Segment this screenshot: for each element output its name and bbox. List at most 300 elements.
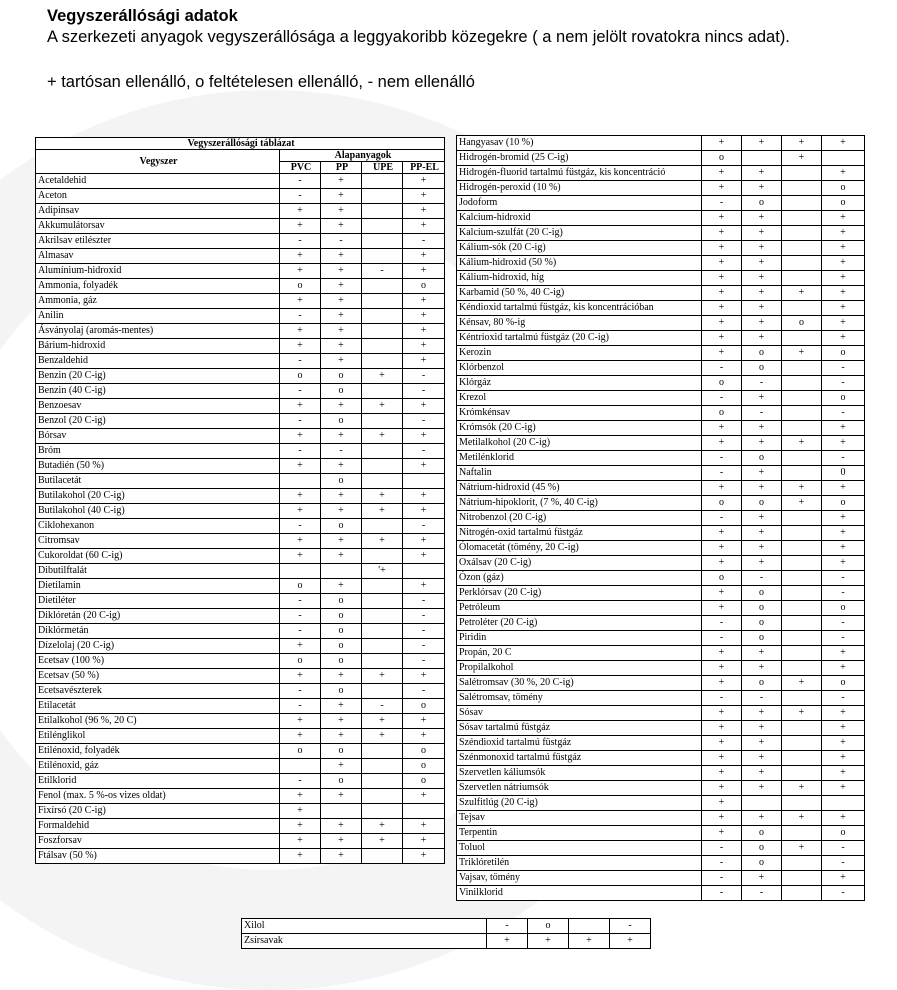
resistance-cell: +: [702, 811, 742, 826]
resistance-cell: +: [782, 346, 822, 361]
resistance-cell: [362, 579, 403, 594]
chemical-name-cell: Fixírsó (20 C-ig): [36, 804, 280, 819]
resistance-cell: +: [822, 556, 865, 571]
resistance-cell: o: [822, 391, 865, 406]
resistance-cell: +: [403, 489, 445, 504]
resistance-cell: +: [280, 339, 321, 354]
resistance-cell: +: [702, 601, 742, 616]
resistance-cell: -: [702, 841, 742, 856]
resistance-cell: +: [742, 526, 782, 541]
resistance-cell: -: [742, 886, 782, 901]
resistance-cell: +: [403, 834, 445, 849]
resistance-cell: +: [822, 421, 865, 436]
resistance-cell: +: [362, 399, 403, 414]
resistance-cell: o: [321, 474, 362, 489]
resistance-cell: o: [742, 616, 782, 631]
resistance-cell: +: [742, 436, 782, 451]
table-row: [457, 751, 865, 766]
resistance-cell: [782, 586, 822, 601]
resistance-cell: +: [822, 256, 865, 271]
resistance-cell: -: [742, 691, 782, 706]
resistance-cell: +: [702, 676, 742, 691]
resistance-cell: +: [742, 226, 782, 241]
resistance-cell: -: [280, 609, 321, 624]
resistance-cell: [362, 624, 403, 639]
table-row: [36, 789, 445, 804]
chemical-name-cell: Ózon (gáz): [457, 571, 702, 586]
resistance-cell: +: [742, 766, 782, 781]
resistance-cell: o: [702, 406, 742, 421]
chemical-name-cell: Propán, 20 C: [457, 646, 702, 661]
table-row: [457, 586, 865, 601]
chemical-name-cell: Vajsav, tömény: [457, 871, 702, 886]
resistance-cell: +: [403, 669, 445, 684]
table-row: [36, 834, 445, 849]
table-row: [457, 166, 865, 181]
resistance-cell: -: [280, 174, 321, 189]
resistance-cell: o: [280, 654, 321, 669]
resistance-cell: -: [403, 624, 445, 639]
resistance-cell: o: [403, 699, 445, 714]
resistance-cell: +: [280, 819, 321, 834]
resistance-cell: o: [321, 414, 362, 429]
resistance-cell: +: [702, 706, 742, 721]
resistance-cell: +: [362, 534, 403, 549]
chemical-name-cell: Dietiléter: [36, 594, 280, 609]
table-row: [457, 736, 865, 751]
table-row: [457, 706, 865, 721]
chemical-name-cell: Szervetlen nátriumsók: [457, 781, 702, 796]
resistance-cell: [782, 691, 822, 706]
resistance-cell: +: [403, 399, 445, 414]
resistance-cell: +: [321, 729, 362, 744]
table-row: [457, 301, 865, 316]
resistance-cell: +: [742, 871, 782, 886]
resistance-cell: +: [280, 264, 321, 279]
chemical-name-cell: Kéntrioxid tartalmú füstgáz (20 C-ig): [457, 331, 702, 346]
chemical-name-cell: Alumínium-hidroxid: [36, 264, 280, 279]
resistance-cell: +: [782, 811, 822, 826]
resistance-cell: o: [403, 759, 445, 774]
resistance-cell: -: [280, 699, 321, 714]
table-row: [457, 241, 865, 256]
table-row: [36, 294, 445, 309]
resistance-cell: -: [822, 376, 865, 391]
resistance-cell: +: [321, 279, 362, 294]
chemical-name-cell: Ftálsav (50 %): [36, 849, 280, 864]
resistance-cell: +: [403, 549, 445, 564]
resistance-cell: +: [528, 934, 569, 949]
resistance-cell: [362, 684, 403, 699]
resistance-cell: +: [742, 466, 782, 481]
resistance-cell: +: [742, 781, 782, 796]
table-row: [457, 841, 865, 856]
resistance-cell: -: [702, 631, 742, 646]
resistance-cell: o: [822, 496, 865, 511]
resistance-cell: +: [742, 751, 782, 766]
resistance-cell: +: [702, 526, 742, 541]
resistance-cell: [782, 541, 822, 556]
resistance-cell: -: [822, 856, 865, 871]
table-row: [36, 309, 445, 324]
resistance-cell: -: [822, 406, 865, 421]
resistance-cell: o: [742, 601, 782, 616]
resistance-cell: -: [742, 406, 782, 421]
chemical-resistance-table-left: [35, 137, 445, 864]
chemical-name-cell: Ecetsavészterek: [36, 684, 280, 699]
resistance-cell: +: [702, 751, 742, 766]
resistance-cell: +: [280, 789, 321, 804]
resistance-cell: +: [280, 534, 321, 549]
resistance-cell: +: [321, 174, 362, 189]
chemical-name-cell: Sósav: [457, 706, 702, 721]
resistance-cell: [362, 174, 403, 189]
resistance-cell: -: [321, 444, 362, 459]
resistance-cell: +: [403, 324, 445, 339]
table-row: [36, 339, 445, 354]
table-row: [36, 654, 445, 669]
resistance-cell: -: [403, 444, 445, 459]
resistance-cell: +: [403, 789, 445, 804]
resistance-cell: -: [403, 654, 445, 669]
chemical-name-cell: Aceton: [36, 189, 280, 204]
resistance-cell: +: [702, 721, 742, 736]
resistance-cell: -: [822, 691, 865, 706]
resistance-cell: +: [742, 736, 782, 751]
chemical-name-cell: Zsírsavak: [242, 934, 487, 949]
resistance-cell: +: [742, 211, 782, 226]
material-header-pp-el: PP-EL: [403, 162, 445, 174]
chemical-name-cell: Tejsav: [457, 811, 702, 826]
resistance-cell: o: [280, 579, 321, 594]
table-row: [36, 669, 445, 684]
table-row: [457, 346, 865, 361]
resistance-cell: +: [280, 639, 321, 654]
chemical-name-cell: Dibutilftalát: [36, 564, 280, 579]
table-row: [36, 174, 445, 189]
resistance-cell: +: [321, 699, 362, 714]
table-row: [36, 414, 445, 429]
table-row: [457, 196, 865, 211]
resistance-cell: o: [321, 594, 362, 609]
resistance-cell: -: [702, 691, 742, 706]
resistance-cell: -: [822, 571, 865, 586]
chemical-name-cell: Piridin: [457, 631, 702, 646]
resistance-cell: +: [321, 459, 362, 474]
resistance-cell: [782, 196, 822, 211]
resistance-cell: o: [403, 774, 445, 789]
table-row: [36, 369, 445, 384]
chemical-name-cell: Acetaldehid: [36, 174, 280, 189]
resistance-cell: o: [782, 316, 822, 331]
table-row: [457, 721, 865, 736]
resistance-cell: -: [403, 639, 445, 654]
right-table-body: [457, 136, 865, 901]
resistance-cell: +: [280, 729, 321, 744]
chemical-name-cell: Salétromsav, tömény: [457, 691, 702, 706]
resistance-cell: +: [822, 541, 865, 556]
resistance-cell: +: [362, 429, 403, 444]
chemical-name-cell: Fenol (max. 5 %-os vizes oldat): [36, 789, 280, 804]
table-row: [457, 436, 865, 451]
resistance-cell: +: [403, 714, 445, 729]
resistance-cell: +: [610, 934, 651, 949]
table-row: [457, 391, 865, 406]
resistance-cell: +: [822, 301, 865, 316]
chemical-name-cell: Klórgáz: [457, 376, 702, 391]
resistance-cell: o: [321, 519, 362, 534]
resistance-cell: [362, 774, 403, 789]
resistance-cell: +: [403, 294, 445, 309]
resistance-cell: +: [782, 481, 822, 496]
resistance-cell: -: [280, 189, 321, 204]
table-row: [36, 714, 445, 729]
chemical-name-cell: Nátrium-hidroxid (45 %): [457, 481, 702, 496]
resistance-cell: [362, 249, 403, 264]
resistance-cell: +: [403, 309, 445, 324]
table-row: [457, 496, 865, 511]
resistance-cell: +: [403, 579, 445, 594]
chemical-name-cell: Diklóretán (20 C-ig): [36, 609, 280, 624]
table-row: [36, 639, 445, 654]
resistance-cell: +: [822, 166, 865, 181]
resistance-cell: +: [321, 714, 362, 729]
resistance-cell: [782, 451, 822, 466]
chemical-name-cell: Bórsav: [36, 429, 280, 444]
resistance-cell: o: [822, 826, 865, 841]
chemical-resistance-table-bottom: [241, 918, 651, 949]
resistance-cell: -: [702, 466, 742, 481]
resistance-cell: o: [822, 196, 865, 211]
resistance-cell: +: [702, 781, 742, 796]
resistance-cell: [362, 609, 403, 624]
resistance-cell: +: [822, 721, 865, 736]
table-row: [36, 579, 445, 594]
resistance-cell: o: [742, 841, 782, 856]
resistance-cell: +: [742, 556, 782, 571]
resistance-cell: -: [822, 586, 865, 601]
resistance-cell: [362, 444, 403, 459]
resistance-cell: [362, 189, 403, 204]
material-header-pp: PP: [321, 162, 362, 174]
chemical-name-cell: Butadién (50 %): [36, 459, 280, 474]
resistance-cell: -: [280, 684, 321, 699]
table-row: [36, 324, 445, 339]
resistance-cell: [822, 151, 865, 166]
resistance-cell: +: [822, 811, 865, 826]
resistance-cell: +: [702, 286, 742, 301]
resistance-cell: -: [742, 376, 782, 391]
table-row: [36, 564, 445, 579]
table-row: [457, 631, 865, 646]
table-row: [457, 856, 865, 871]
chemical-name-cell: Kalcium-szulfát (20 C-ig): [457, 226, 702, 241]
table-row: [457, 511, 865, 526]
resistance-cell: [569, 919, 610, 934]
resistance-cell: [782, 226, 822, 241]
resistance-cell: o: [742, 631, 782, 646]
chemical-name-cell: Kalcium-hidroxid: [457, 211, 702, 226]
resistance-cell: +: [742, 271, 782, 286]
resistance-cell: o: [822, 346, 865, 361]
resistance-cell: [362, 474, 403, 489]
chemical-name-cell: Petroléter (20 C-ig): [457, 616, 702, 631]
resistance-cell: [362, 654, 403, 669]
table-row: [36, 849, 445, 864]
resistance-cell: -: [822, 841, 865, 856]
resistance-cell: [280, 564, 321, 579]
table-row: [36, 444, 445, 459]
table-row: [457, 406, 865, 421]
table-row: [36, 219, 445, 234]
resistance-cell: [362, 744, 403, 759]
chemical-name-cell: Petróleum: [457, 601, 702, 616]
resistance-cell: o: [702, 151, 742, 166]
resistance-cell: +: [321, 189, 362, 204]
resistance-cell: -: [403, 684, 445, 699]
chemical-name-cell: Etilacetát: [36, 699, 280, 714]
resistance-cell: +: [280, 204, 321, 219]
chemical-name-cell: Foszforsav: [36, 834, 280, 849]
table-row: [457, 541, 865, 556]
chemical-name-cell: Dietilamin: [36, 579, 280, 594]
table-row: [457, 226, 865, 241]
resistance-cell: +: [702, 796, 742, 811]
resistance-cell: -: [822, 451, 865, 466]
chemical-name-cell: Nitrobenzol (20 C-ig): [457, 511, 702, 526]
table-row: [457, 646, 865, 661]
resistance-cell: o: [742, 856, 782, 871]
resistance-cell: [782, 646, 822, 661]
resistance-cell: +: [782, 841, 822, 856]
resistance-cell: +: [742, 166, 782, 181]
chemical-name-cell: Kénsav, 80 %-ig: [457, 316, 702, 331]
resistance-cell: +: [280, 324, 321, 339]
resistance-cell: +: [782, 286, 822, 301]
resistance-cell: [362, 384, 403, 399]
resistance-cell: [362, 639, 403, 654]
table-row: [457, 796, 865, 811]
resistance-cell: [782, 871, 822, 886]
resistance-cell: +: [487, 934, 528, 949]
table-row: [36, 699, 445, 714]
resistance-cell: [362, 414, 403, 429]
table-row: [36, 594, 445, 609]
resistance-cell: +: [321, 579, 362, 594]
resistance-cell: +: [742, 706, 782, 721]
chemical-name-cell: Ciklohexanon: [36, 519, 280, 534]
resistance-cell: +: [403, 219, 445, 234]
resistance-cell: o: [742, 346, 782, 361]
resistance-cell: o: [742, 196, 782, 211]
resistance-cell: +: [782, 706, 822, 721]
resistance-cell: +: [362, 819, 403, 834]
chemical-name-cell: Nitrogén-oxid tartalmú füstgáz: [457, 526, 702, 541]
resistance-cell: -: [403, 594, 445, 609]
chemical-name-cell: Toluol: [457, 841, 702, 856]
resistance-cell: [782, 721, 822, 736]
chemical-name-cell: Jodoform: [457, 196, 702, 211]
resistance-cell: +: [321, 504, 362, 519]
resistance-cell: +: [822, 481, 865, 496]
resistance-cell: +: [321, 549, 362, 564]
resistance-cell: o: [280, 744, 321, 759]
resistance-cell: [782, 511, 822, 526]
legend-text: + tartósan ellenálló, o feltételesen ellenálló, - nem ellenálló: [47, 73, 475, 91]
resistance-cell: -: [702, 196, 742, 211]
table-row: [36, 279, 445, 294]
chemical-name-cell: Almasav: [36, 249, 280, 264]
resistance-cell: -: [280, 519, 321, 534]
table-row: [457, 331, 865, 346]
resistance-cell: o: [702, 571, 742, 586]
resistance-cell: [782, 601, 822, 616]
resistance-cell: -: [321, 234, 362, 249]
resistance-cell: +: [280, 429, 321, 444]
resistance-cell: [362, 339, 403, 354]
resistance-cell: [782, 466, 822, 481]
chemical-name-cell: Ecetsav (50 %): [36, 669, 280, 684]
chemical-name-cell: Etilénglikol: [36, 729, 280, 744]
table-row: [36, 234, 445, 249]
chemical-name-cell: Oxálsav (20 C-ig): [457, 556, 702, 571]
resistance-cell: +: [362, 489, 403, 504]
resistance-cell: +: [321, 789, 362, 804]
resistance-cell: +: [742, 646, 782, 661]
resistance-cell: [742, 796, 782, 811]
resistance-cell: +: [280, 549, 321, 564]
resistance-cell: [782, 616, 822, 631]
resistance-cell: [362, 309, 403, 324]
chemical-name-cell: Vinilklorid: [457, 886, 702, 901]
resistance-cell: +: [702, 316, 742, 331]
chemical-name-cell: Benzin (40 C-ig): [36, 384, 280, 399]
resistance-cell: [321, 564, 362, 579]
resistance-cell: +: [702, 346, 742, 361]
resistance-cell: +: [742, 721, 782, 736]
resistance-cell: -: [822, 631, 865, 646]
chemical-name-cell: Kálium-hidroxid, híg: [457, 271, 702, 286]
chemical-name-cell: Ammonia, folyadék: [36, 279, 280, 294]
chemical-name-cell: Szulfitlúg (20 C-ig): [457, 796, 702, 811]
table-row: [457, 136, 865, 151]
resistance-cell: [782, 661, 822, 676]
table-row: [457, 781, 865, 796]
resistance-cell: [782, 391, 822, 406]
chemical-name-cell: Perklórsav (20 C-ig): [457, 586, 702, 601]
chemical-name-cell: Benzaldehid: [36, 354, 280, 369]
resistance-cell: [362, 549, 403, 564]
resistance-cell: [362, 459, 403, 474]
resistance-cell: +: [362, 714, 403, 729]
resistance-cell: +: [403, 429, 445, 444]
resistance-cell: +: [403, 204, 445, 219]
resistance-cell: +: [742, 241, 782, 256]
resistance-cell: +: [702, 541, 742, 556]
document-header: [47, 6, 790, 92]
resistance-cell: +: [321, 309, 362, 324]
resistance-cell: +: [702, 256, 742, 271]
resistance-cell: +: [280, 459, 321, 474]
resistance-cell: '+: [362, 564, 403, 579]
chemical-name-cell: Szervetlen káliumsók: [457, 766, 702, 781]
resistance-cell: +: [822, 871, 865, 886]
resistance-cell: +: [321, 294, 362, 309]
table-row: [242, 934, 651, 949]
resistance-cell: [782, 751, 822, 766]
resistance-cell: +: [742, 661, 782, 676]
resistance-cell: [782, 826, 822, 841]
